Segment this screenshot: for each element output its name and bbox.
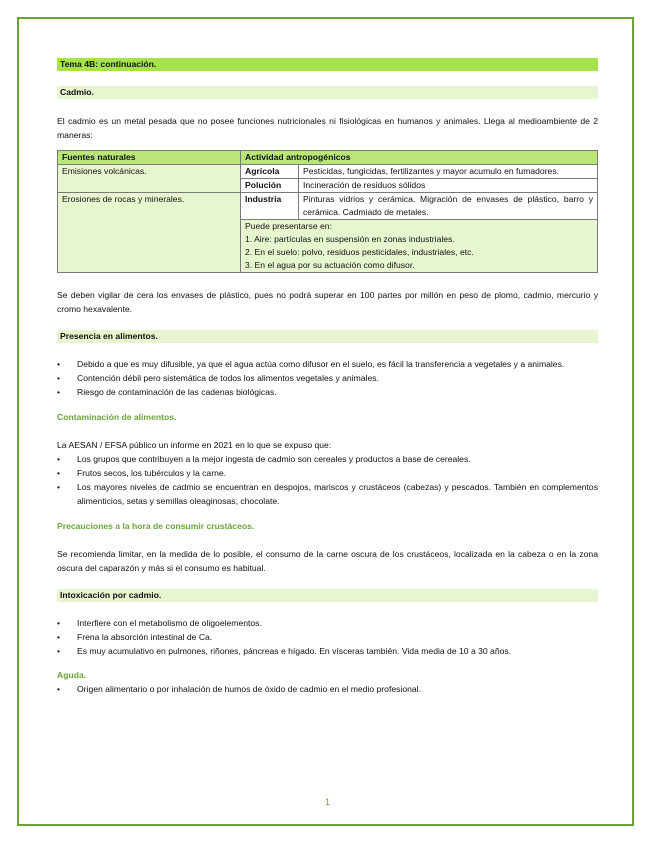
section-heading-cadmio: Cadmio.	[57, 86, 598, 99]
bullet-icon: •	[57, 454, 61, 464]
category-industria-text: Pinturas vidrios y cerámica. Migración de envases de plástico, barro y cerámica. Cadmiado de metales.	[299, 193, 598, 220]
vigilance-paragraph: Se deben vigilar de cera los envases de plástico, pues no podrá superar en 100 partes por millón en peso de plomo, cadmio, mercurio y cromo hexavalente.	[57, 290, 598, 314]
bullet-icon: •	[57, 618, 61, 628]
table-row	[58, 193, 598, 220]
category-agricola-text: Pesticidas, fungicidas, fertilizantes y mayor acumulo en fumadores.	[299, 165, 598, 179]
bullet-icon: •	[57, 646, 61, 656]
category-industria: Industria	[241, 193, 299, 220]
bullet-icon: •	[57, 468, 61, 478]
contaminacion-intro: La AESAN / EFSA público un informe en 2021 en lo que se expuso que:	[57, 440, 332, 450]
list-item: • Contención débil pero sistemática de todos los alimentos vegetales y animales.	[57, 373, 379, 383]
presentation-line: 1. Aire: partículas en suspensión en zonas industriales.	[245, 234, 455, 244]
section-heading-intoxicacion: Intoxicación por cadmio.	[57, 589, 598, 602]
table-row	[58, 165, 598, 179]
category-polucion-text: Incineración de residuos sólidos	[299, 179, 598, 193]
bullet-icon: •	[57, 387, 61, 397]
list-item: • Debido a que es muy difusible, ya que el agua actúa como difusor en el suelo, es fácil la transferencia a vegetales y a animales.	[57, 359, 565, 369]
bullet-icon: •	[57, 632, 61, 642]
list-item: • Interfiere con el metabolismo de oligoelementos.	[57, 618, 262, 628]
subheading-contaminacion: Contaminación de alimentos.	[57, 412, 177, 422]
sources-table	[57, 150, 598, 273]
presentation-line: 3. En el agua por su actuación como difusor.	[245, 260, 415, 270]
section-heading-presencia: Presencia en alimentos.	[57, 330, 598, 343]
document-body	[57, 58, 598, 696]
category-agricola: Agrícola	[241, 165, 299, 179]
presentation-cell	[241, 220, 598, 273]
list-item: • Riesgo de contaminación de las cadenas biológicas.	[57, 387, 277, 397]
presentation-line: 2. En el suelo: polvo, residuos pesticidales, industriales, etc.	[245, 247, 474, 257]
presentation-line: Puede presentarse en:	[245, 221, 332, 231]
list-item: • Los grupos que contribuyen a la mejor ingesta de cadmio son cereales y productos a base de cereales.	[57, 454, 471, 464]
natural-source-1: Emisiones volcánicas.	[58, 165, 241, 193]
bullet-icon: •	[57, 684, 61, 694]
precauciones-text: Se recomienda limitar, en la medida de lo posible, el consumo de la carne oscura de los crustáceos, localizada en la cabeza o en la zona oscura del caparazón y más si el consumo es habitual.	[57, 549, 598, 573]
list-item: • Frutos secos, los tubérculos y la carne.	[57, 468, 227, 478]
list-item: • Frena la absorción intestinal de Ca.	[57, 632, 213, 642]
table-header-anthropogenic: Actividad antropogénicos	[241, 151, 598, 165]
bullet-icon: •	[57, 482, 61, 492]
list-item: • Origen alimentario o por inhalación de humos de óxido de cadmio en el medio profesional.	[57, 684, 421, 694]
contaminacion-list	[57, 452, 598, 508]
page-title: Tema 4B: continuación.	[57, 58, 598, 71]
list-item: • Los mayores niveles de cadmio se encuentran en despojos, mariscos y crustáceos (cabezas) y pescados. También en complementos alimenticios, setas y semillas oleaginosas, chocolate.	[57, 482, 598, 506]
category-polucion: Polución	[241, 179, 299, 193]
subheading-aguda: Aguda.	[57, 670, 87, 680]
list-item: • Es muy acumulativo en pulmones, riñones, páncreas e hígado. En vísceras también. Vida media de 10 a 30 años.	[57, 646, 512, 656]
bullet-icon: •	[57, 359, 61, 369]
subheading-precauciones: Precauciones a la hora de consumir crustáceos.	[57, 521, 255, 531]
table-header-natural: Fuentes naturales	[58, 151, 241, 165]
aguda-list	[57, 682, 598, 696]
bullet-icon: •	[57, 373, 61, 383]
natural-source-2: Erosiones de rocas y minerales.	[58, 193, 241, 273]
intoxicacion-list	[57, 616, 598, 658]
presencia-list	[57, 357, 598, 399]
page-number: 1	[324, 797, 330, 807]
cadmio-intro: El cadmio es un metal pesada que no posee funciones nutricionales ni fisiológicas en humanos y animales. Llega al medioambiente de 2 maneras:	[57, 116, 598, 140]
